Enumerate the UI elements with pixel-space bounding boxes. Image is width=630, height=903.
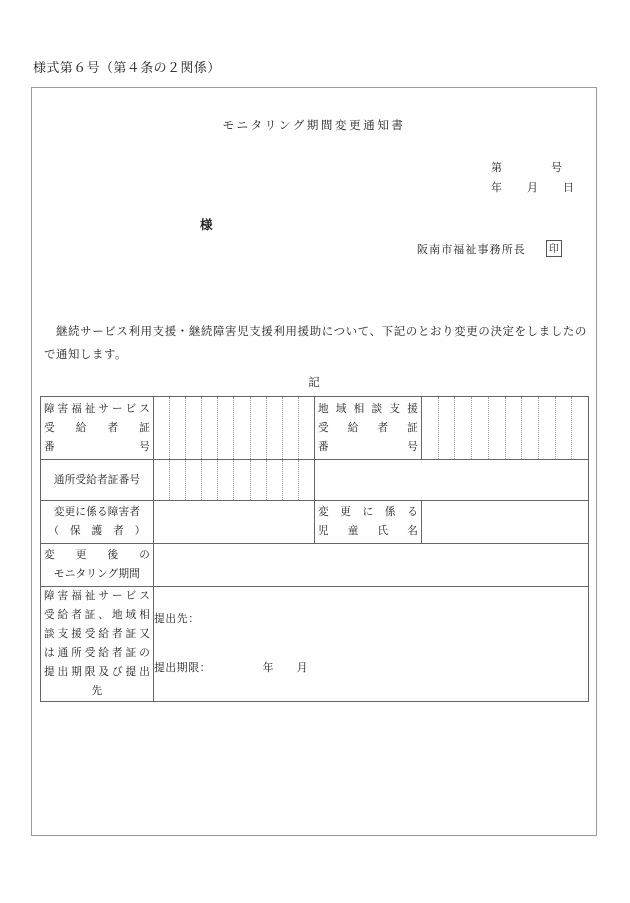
issuer-name: 阪南市福祉事務所長 [417, 243, 526, 256]
document-number-line: 第 号 [491, 162, 563, 174]
addressee-line: 様 [200, 218, 214, 232]
submission-spacer [154, 630, 588, 658]
submission-deadline-label: 提出期限： 年 月 [154, 662, 309, 674]
digit-grid [422, 397, 588, 459]
issuer-row [417, 240, 562, 257]
label-commuting-number: 通所受給者証番号 [41, 460, 154, 501]
field-commuting-number-blank[interactable] [315, 460, 589, 501]
table-row [41, 587, 589, 702]
form-page-frame [31, 87, 597, 836]
field-changed-child[interactable] [422, 501, 589, 544]
label-service-number: 障害福祉サービス 受給者証 番号 [41, 397, 154, 460]
field-monitoring-period[interactable] [154, 544, 589, 587]
label-regional-number: 地域相談支援 受給者証 番号 [315, 397, 422, 460]
document-meta [491, 158, 575, 198]
field-changed-person[interactable] [154, 501, 315, 544]
form-number: 様式第６号（第４条の２関係） [33, 60, 221, 75]
body-paragraph: 継続サービス利用支援・継続障害児支援利用援助について、下記のとおり変更の決定をしましたので通知します。 [44, 326, 587, 361]
label-monitoring-period: 変更後の モニタリング期間 [41, 544, 154, 587]
label-changed-person: 変更に係る障害者 （ 保 護 者 ） [41, 501, 154, 544]
label-changed-child: 変更に係る 児童氏名 [315, 501, 422, 544]
label-submission: 障害福祉サービス 受給者証、地域相 談支援受給者証又 は通所受給者証の 提出期限及び提出 先 [41, 587, 154, 702]
table-row [41, 501, 589, 544]
field-submission[interactable] [154, 587, 589, 702]
document-title: モニタリング期間変更通知書 [222, 120, 406, 132]
table-row [41, 397, 589, 460]
digit-grid [154, 460, 314, 500]
digit-grid [154, 397, 314, 459]
table-row [41, 460, 589, 501]
table-row [41, 544, 589, 587]
ki-marker: 記 [308, 377, 320, 389]
submission-destination-label: 提出先： [154, 613, 200, 625]
field-regional-number[interactable] [422, 397, 589, 460]
seal-stamp-box: 印 [546, 240, 562, 257]
field-commuting-number[interactable] [154, 460, 315, 501]
document-date-line: 年 月 日 [491, 182, 575, 194]
form-table [40, 396, 589, 702]
field-service-number[interactable] [154, 397, 315, 460]
